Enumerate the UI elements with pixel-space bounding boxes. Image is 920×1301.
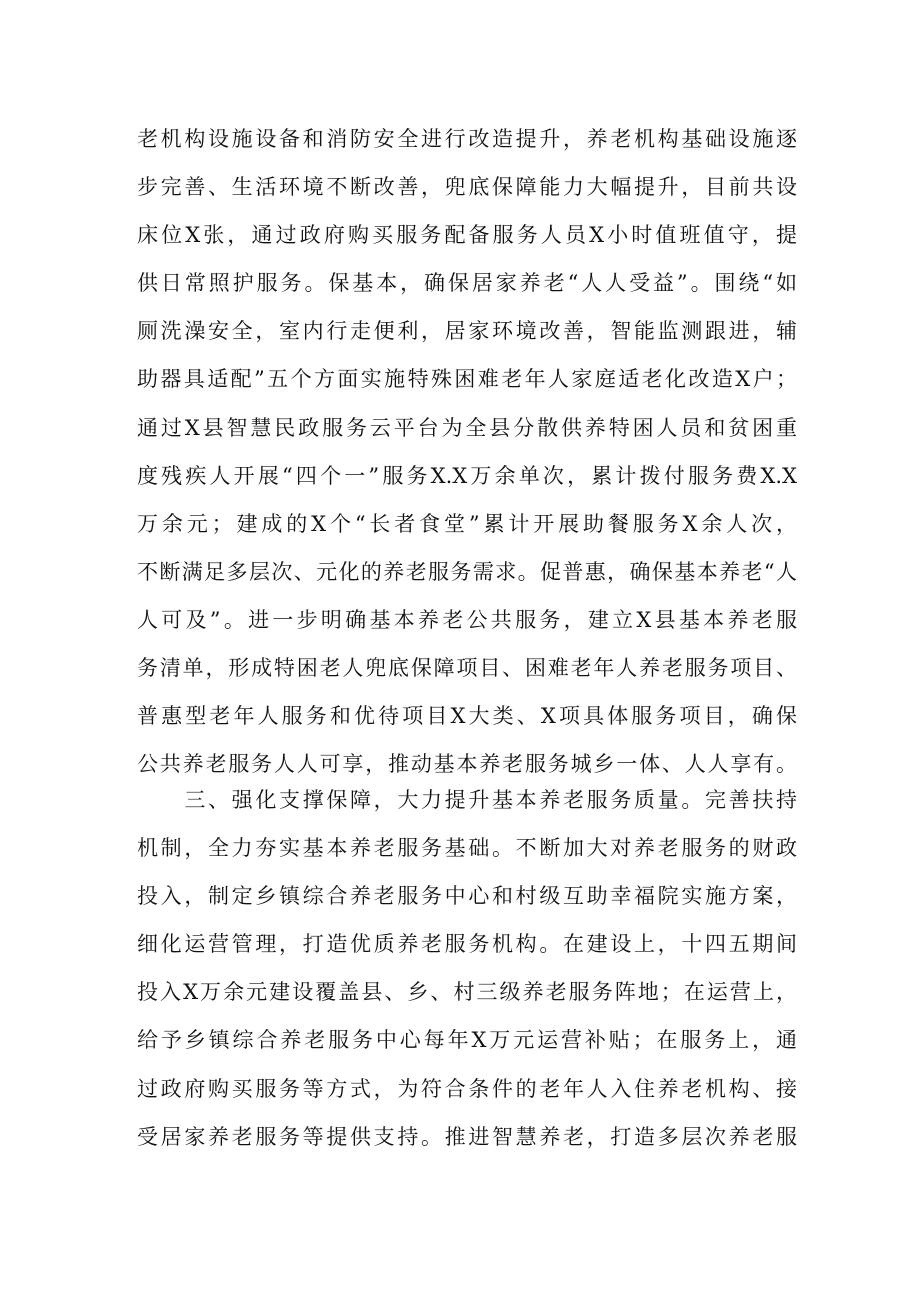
text-line: 机制，全力夯实基本养老服务基础。不断加大对养老服务的财政 (137, 836, 797, 861)
text-line: 厕洗澡安全，室内行走便利，居家环境改善，智能监测跟进，辅 (137, 319, 797, 344)
text-line: 步完善、生活环境不断改善，兜底保障能力大幅提升，目前共设 (137, 175, 797, 200)
text-line: 公共养老服务人人可享，推动基本养老服务城乡一体、人人享有。 (137, 752, 797, 777)
paragraph-section-three (137, 776, 797, 1161)
text-line: 投入X万余元建设覆盖县、乡、村三级养老服务阵地；在运营上， (137, 980, 797, 1005)
paragraph-elderly-services (137, 115, 797, 788)
text-line: 过政府购买服务等方式，为符合条件的老年人入住养老机构、接 (137, 1076, 797, 1101)
text-line: 床位X张，通过政府购买服务配备服务人员X小时值班值守，提 (137, 223, 797, 248)
text-line: 供日常照护服务。保基本，确保居家养老“人人受益”。围绕“如 (137, 271, 797, 296)
text-line: 不断满足多层次、元化的养老服务需求。促普惠，确保基本养老“人 (137, 559, 797, 584)
text-line: 务清单，形成特困老人兜底保障项目、困难老年人养老服务项目、 (137, 656, 797, 681)
text-line: 老机构设施设备和消防安全进行改造提升，养老机构基础设施逐 (137, 127, 797, 151)
text-line: 度残疾人开展“四个一”服务X.X万余单次，累计拨付服务费X.X (137, 463, 797, 488)
text-line: 助器具适配”五个方面实施特殊困难老年人家庭适老化改造X户； (137, 367, 797, 392)
text-line: 受居家养老服务等提供支持。推进智慧养老，打造多层次养老服 (137, 1124, 797, 1149)
text-line: 给予乡镇综合养老服务中心每年X万元运营补贴；在服务上，通 (137, 1028, 797, 1053)
section-heading-line: 三、强化支撑保障，大力提升基本养老服务质量。完善扶持 (137, 788, 797, 812)
text-line: 投入，制定乡镇综合养老服务中心和村级互助幸福院实施方案， (137, 884, 797, 909)
text-line: 细化运营管理，打造优质养老服务机构。在建设上，十四五期间 (137, 932, 797, 957)
text-line: 通过X县智慧民政服务云平台为全县分散供养特困人员和贫困重 (137, 415, 797, 440)
text-line: 人可及”。进一步明确基本养老公共服务，建立X县基本养老服 (137, 607, 797, 632)
text-line: 万余元；建成的X个“长者食堂”累计开展助餐服务X余人次， (137, 511, 797, 536)
text-line: 普惠型老年人服务和优待项目X大类、X项具体服务项目，确保 (137, 704, 797, 729)
